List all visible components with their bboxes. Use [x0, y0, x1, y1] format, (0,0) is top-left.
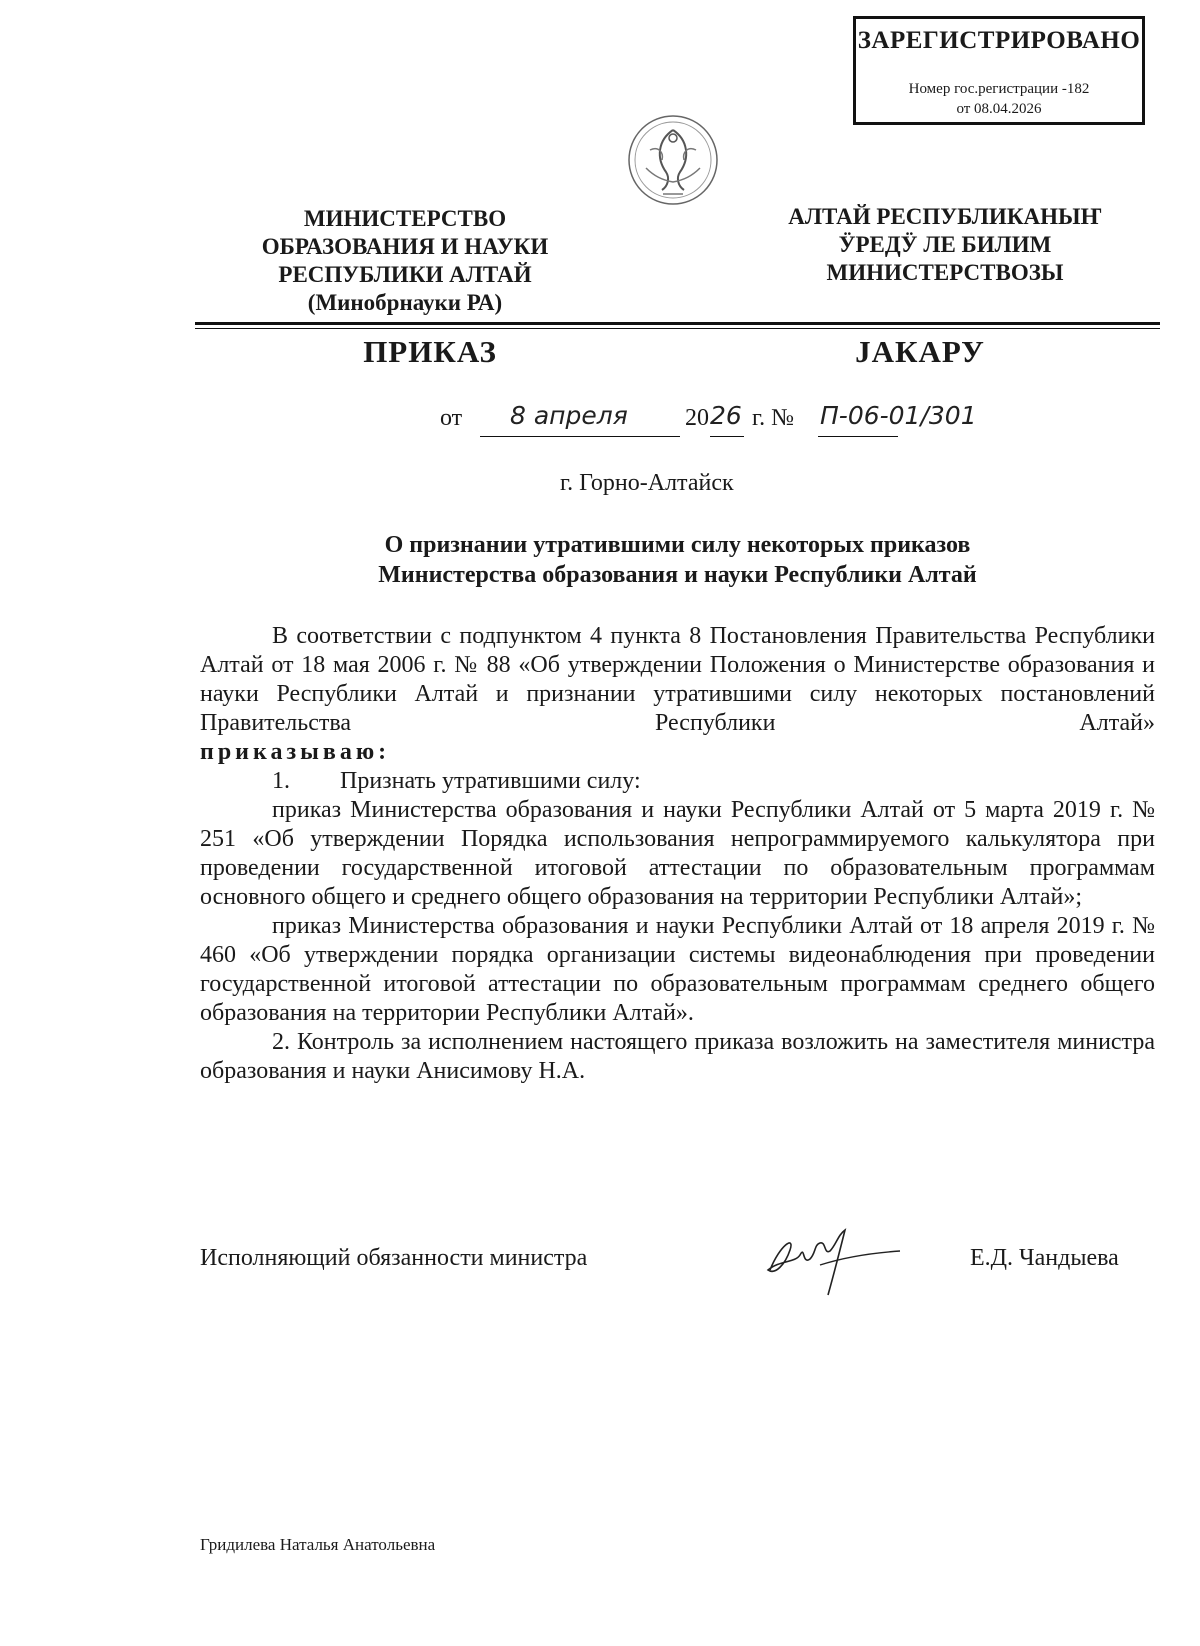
city: г. Горно-Алтайск — [560, 470, 734, 496]
item-1-b: приказ Министерства образования и науки Республики Алтай от 18 апреля 2019 г. № 460 «Об утверждении порядка организации системы видеонаблюдения при проведении государственной итоговой аттестации по образовательным программам среднего общего образования на территории Республики Алтай». — [200, 913, 1155, 1026]
registration-stamp-title: ЗАРЕГИСТРИРОВАНО — [857, 27, 1141, 54]
number-underline — [818, 436, 898, 437]
header-divider-thin — [195, 328, 1160, 329]
handwritten-date: 8 апреля — [510, 401, 628, 430]
handwritten-year: 26 — [710, 401, 742, 430]
handwritten-order-number: П-06-01/301 — [820, 401, 977, 430]
org-ru-line: ОБРАЗОВАНИЯ И НАУКИ — [261, 234, 549, 259]
order-title-altai: ЈАКАРУ — [855, 334, 985, 369]
item-1 — [200, 767, 1155, 796]
year-prefix: 20 — [685, 405, 709, 431]
org-alt-line: МИНИСТЕРСТВОЗЫ — [826, 260, 1064, 285]
org-ru-line: МИНИСТЕРСТВО — [303, 206, 507, 231]
signatory-role: Исполняющий обязанности министра — [200, 1245, 588, 1271]
signatory-name: Е.Д. Чандыева — [970, 1245, 1119, 1271]
subject-line: О признании утратившими силу некоторых приказов — [384, 532, 971, 558]
date-underline — [480, 436, 680, 437]
order-title-ru: ПРИКАЗ — [363, 334, 497, 369]
republic-altai-emblem-icon — [618, 110, 728, 210]
executor-name: Гридилева Наталья Анатольевна — [200, 1535, 436, 1554]
order-date-line — [440, 401, 1040, 439]
header-divider — [195, 322, 1160, 325]
item-1-number: 1. — [272, 768, 290, 794]
registration-stamp — [853, 16, 1145, 125]
org-alt-line: ӰРЕДӰ ЛЕ БИЛИМ — [838, 232, 1052, 257]
date-from-label: от — [440, 405, 463, 431]
org-name-altai — [760, 203, 1130, 287]
order-body — [200, 622, 1155, 1086]
item-2: 2. Контроль за исполнением настоящего приказа возложить на заместителя министра образования и науки Анисимову Н.А. — [200, 1029, 1155, 1084]
item-1-text: Признать утратившими силу: — [340, 768, 641, 794]
subject-line: Министерства образования и науки Республики Алтай — [378, 562, 977, 588]
year-number-label: г. № — [752, 405, 795, 431]
registration-number: Номер гос.регистрации -182 — [908, 81, 1090, 97]
org-ru-line: РЕСПУБЛИКИ АЛТАЙ — [278, 262, 532, 287]
org-alt-line: АЛТАЙ РЕСПУБЛИКАНЫҤ — [788, 204, 1102, 229]
item-1-a: приказ Министерства образования и науки Республики Алтай от 5 марта 2019 г. № 251 «Об утверждении Порядка использования непрограммируемого калькулятора при проведении государственной итоговой аттестации по образовательным программам основного общего и среднего общего образования на территории Республики Алтай»; — [200, 797, 1155, 910]
intro-paragraph: В соответствии с подпунктом 4 пункта 8 Постановления Правительства Республики Алтай от 18 мая 2006 г. № 88 «Об утверждении Положения о Министерстве образования и науки Республики Алтай и признании утратившими силу некоторых постановлений Правительства Республики Алтай» — [200, 623, 1155, 736]
order-subject — [200, 530, 1155, 590]
order-word: приказываю: — [200, 739, 391, 765]
org-name-ru — [240, 205, 570, 317]
org-ru-short: (Минобрнауки РА) — [307, 290, 503, 315]
handwritten-signature-icon — [750, 1215, 920, 1305]
registration-date: от 08.04.2026 — [956, 101, 1042, 117]
year-underline — [710, 436, 744, 437]
